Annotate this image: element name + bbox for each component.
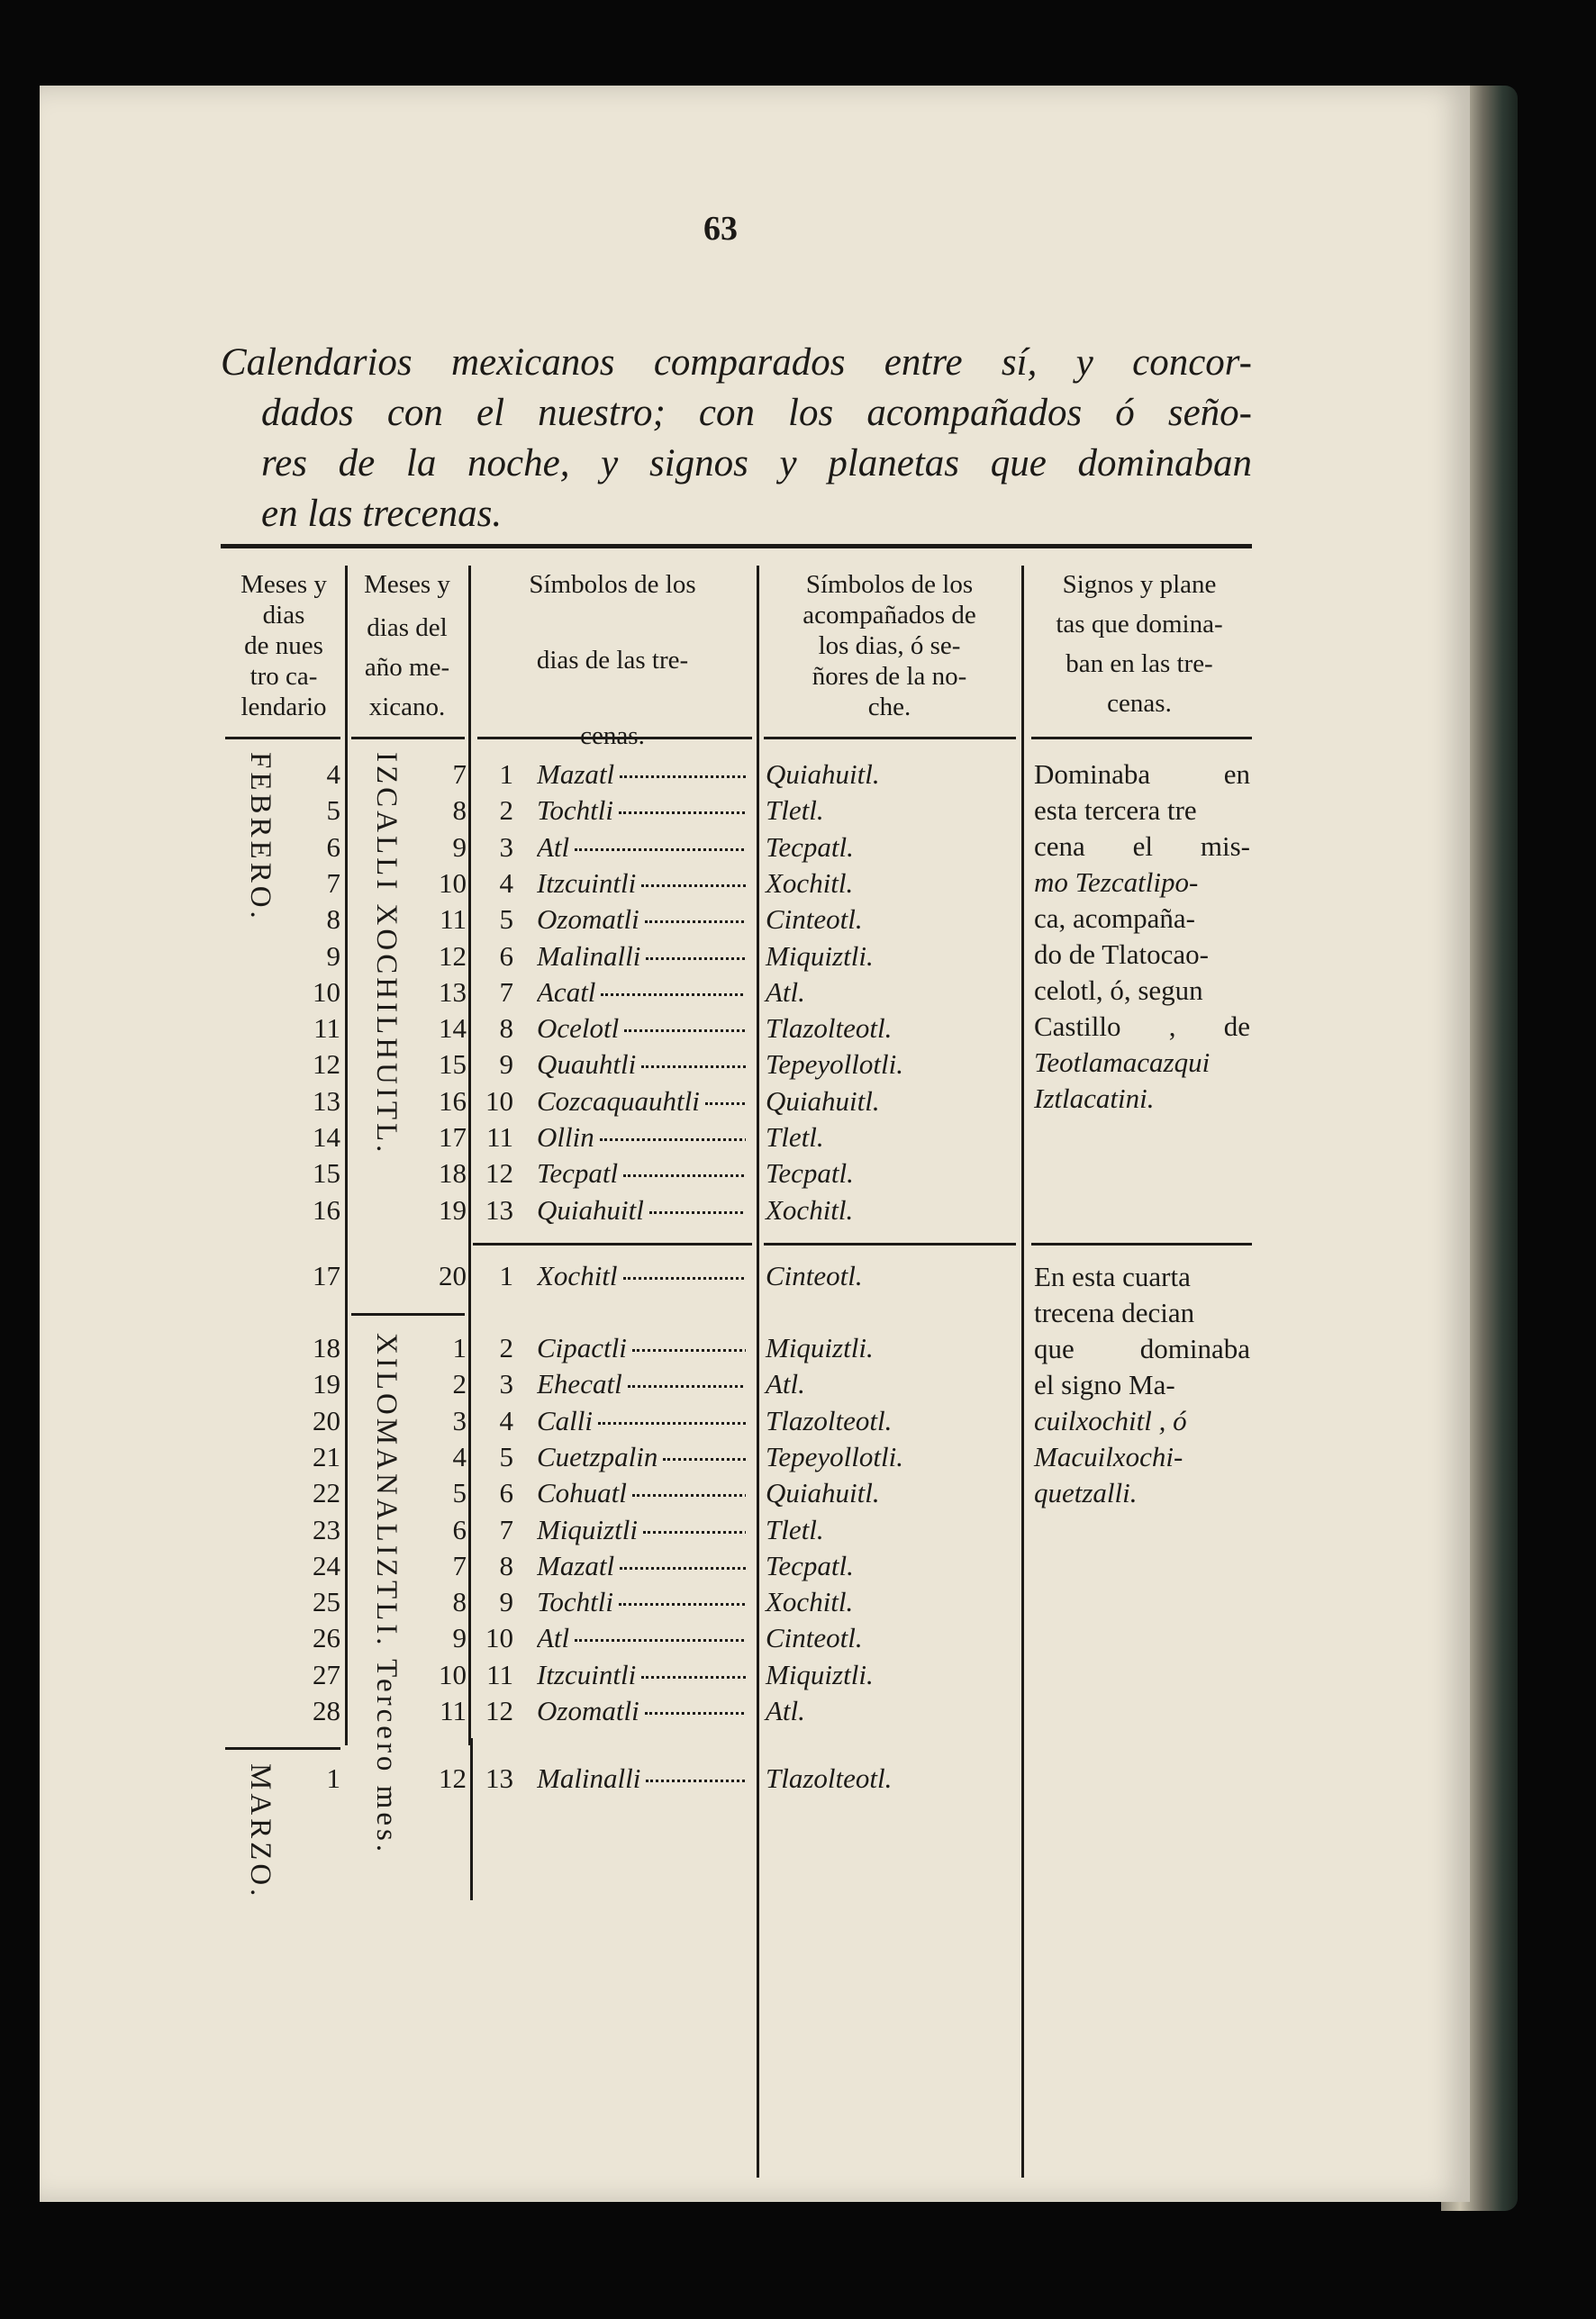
mexican-day: 10 (439, 866, 467, 899)
our-day: 21 (313, 1440, 340, 1472)
companion: Quiahuitl. (766, 758, 880, 790)
trecena-number: 9 (499, 1048, 513, 1081)
day-symbol: Malinalli (537, 1761, 746, 1797)
trecena-number: 11 (486, 1121, 513, 1153)
companion: Tletl. (766, 1121, 824, 1153)
column-rule (1021, 566, 1024, 2178)
companion: Tletl. (766, 1513, 824, 1545)
mexican-day: 17 (439, 1121, 467, 1153)
mexican-day: 13 (439, 975, 467, 1008)
title-line-3: res de la noche, y signos y planetas que dominaban (261, 442, 1252, 485)
our-day: 24 (313, 1549, 340, 1581)
note-trecena-4: En esta cuarta trecena decian que dominaba el signo Ma- cuilxochitl , ó Macuilxochi- quetzalli. (1034, 1261, 1250, 1508)
day-symbol: Calli (537, 1403, 746, 1439)
companion: Tecpatl. (766, 1549, 854, 1581)
companion: Xochitl. (766, 866, 854, 899)
trecena-number: 12 (485, 1157, 513, 1190)
month-marzo: MARZO. (244, 1763, 277, 1900)
our-day: 22 (313, 1477, 340, 1509)
our-day: 27 (313, 1658, 340, 1690)
note-trecena-3: Dominaba en esta tercera tre cena el mis- mo Tezcatlipo- ca, acompaña- do de Tlatocao- celotl, ó, segun Castillo , de Teotlamacazqui Iztlacatini. (1034, 758, 1250, 1114)
mexican-day: 12 (439, 939, 467, 972)
trecena-number: 12 (485, 1695, 513, 1726)
mexican-day: 14 (439, 1012, 467, 1045)
mexican-month-xilomanaliztli: XILOMANALIZTLI. Tercero mes. (370, 1333, 403, 1856)
our-day: 19 (313, 1368, 340, 1400)
day-symbol: Cozcaquauhtli (537, 1083, 746, 1119)
companion: Tlazolteotl. (766, 1762, 893, 1794)
our-day: 8 (326, 903, 340, 936)
our-day: 17 (313, 1260, 340, 1291)
companion: Cinteotl. (766, 1622, 863, 1654)
companion: Xochitl. (766, 1586, 854, 1618)
trecena-number: 4 (499, 1404, 513, 1436)
mexican-day: 8 (452, 1586, 467, 1618)
our-day: 14 (313, 1121, 340, 1153)
block-rule (473, 1243, 752, 1246)
trecena-number: 6 (499, 939, 513, 972)
mexican-day: 1 (452, 1332, 467, 1363)
trecena-number: 10 (485, 1622, 513, 1654)
mexican-day: 19 (439, 1193, 467, 1226)
mexican-month-izcalli: IZCALLI XOCHILHUITL. (370, 752, 403, 1156)
block-rule (764, 1243, 1016, 1246)
trecena-number: 2 (499, 1332, 513, 1363)
our-day: 6 (326, 830, 340, 863)
trecena-number: 7 (499, 1513, 513, 1545)
our-day: 11 (313, 1012, 340, 1045)
trecena-number: 5 (499, 1440, 513, 1472)
our-day: 12 (313, 1048, 340, 1081)
companion: Tletl. (766, 794, 824, 827)
column-rule (757, 566, 759, 2178)
companion: Tepeyollotli. (766, 1440, 903, 1472)
mexican-day: 9 (452, 830, 467, 863)
header-signs-planets: Signos y plane tas que domina- ban en las tre- cenas. (1056, 570, 1223, 718)
trecena-number: 13 (485, 1193, 513, 1226)
mexican-day: 5 (452, 1477, 467, 1509)
our-day: 28 (313, 1695, 340, 1726)
trecena-number: 1 (499, 758, 513, 790)
mexican-day: 18 (439, 1157, 467, 1190)
day-symbol: Xochitl (537, 1258, 746, 1294)
day-symbol: Itzcuintli (537, 865, 746, 901)
trecena-number: 3 (499, 830, 513, 863)
mexican-day: 11 (440, 903, 467, 936)
day-symbol: Tecpatl (537, 1155, 746, 1191)
companion: Quiahuitl. (766, 1477, 880, 1509)
companion: Atl. (766, 1695, 805, 1726)
header-our-calendar: Meses y dias de nues tro ca- lendario (240, 570, 327, 721)
our-day: 5 (326, 794, 340, 827)
trecena-number: 3 (499, 1368, 513, 1400)
column-rule (345, 566, 348, 1745)
trecena-number: 13 (485, 1762, 513, 1794)
month-febrero: FEBRERO. (244, 752, 277, 922)
our-day: 25 (313, 1586, 340, 1618)
day-symbol: Quiahuitl (537, 1192, 746, 1228)
top-rule (221, 544, 1252, 548)
our-day: 15 (313, 1157, 340, 1190)
header-mexican-year: Meses y dias del año me- xicano. (364, 570, 450, 721)
mexican-day: 7 (452, 758, 467, 790)
mexican-day: 12 (439, 1762, 467, 1794)
companion: Tlazolteotl. (766, 1404, 893, 1436)
companion: Tlazolteotl. (766, 1012, 893, 1045)
mexican-day: 16 (439, 1084, 467, 1117)
mexican-day: 11 (440, 1695, 467, 1726)
day-symbol: Ozomatli (537, 1693, 746, 1729)
day-symbol: Ocelotl (537, 1010, 746, 1046)
trecena-number: 8 (499, 1549, 513, 1581)
our-day: 1 (326, 1762, 340, 1794)
companion: Atl. (766, 1368, 805, 1400)
our-day: 23 (313, 1513, 340, 1545)
our-day: 7 (326, 866, 340, 899)
companion: Miquiztli. (766, 939, 874, 972)
companion: Atl. (766, 975, 805, 1008)
day-symbol: Ehecatl (537, 1366, 746, 1402)
day-symbol: Mazatl (537, 756, 746, 793)
day-symbol: Cuetzpalin (537, 1439, 746, 1475)
header-companions: Símbolos de los acompañados de los dias, ó se- ñores de la no- che. (803, 570, 976, 721)
month-rule (351, 1313, 465, 1316)
our-day: 20 (313, 1404, 340, 1436)
mexican-day: 6 (452, 1513, 467, 1545)
day-symbol: Ollin (537, 1119, 746, 1155)
header-rule (1031, 737, 1252, 739)
companion: Miquiztli. (766, 1658, 874, 1690)
mexican-day: 4 (452, 1440, 467, 1472)
companion: Xochitl. (766, 1193, 854, 1226)
day-symbol: Mazatl (537, 1548, 746, 1584)
title-line-2: dados con el nuestro; con los acompañados ó seño- (261, 392, 1252, 434)
mexican-day: 10 (439, 1658, 467, 1690)
day-symbol: Malinalli (537, 938, 746, 974)
companion: Cinteotl. (766, 1260, 863, 1291)
mexican-day: 15 (439, 1048, 467, 1081)
trecena-number: 11 (486, 1658, 513, 1690)
header-day-symbols: Símbolos de los dias de las tre- cenas. (529, 570, 696, 750)
trecena-number: 1 (499, 1260, 513, 1291)
day-symbol: Cohuatl (537, 1475, 746, 1511)
trecena-number: 10 (485, 1084, 513, 1117)
companion: Miquiztli. (766, 1332, 874, 1363)
trecena-number: 4 (499, 866, 513, 899)
mexican-day: 2 (452, 1368, 467, 1400)
month-rule (225, 1747, 340, 1750)
header-rule (351, 737, 465, 739)
day-symbol: Atl (537, 1620, 746, 1656)
our-day: 10 (313, 975, 340, 1008)
our-day: 9 (326, 939, 340, 972)
block-rule (1031, 1243, 1252, 1246)
our-day: 26 (313, 1622, 340, 1654)
trecena-number: 8 (499, 1012, 513, 1045)
day-symbol: Atl (537, 829, 746, 865)
title-line-1: Calendarios mexicanos comparados entre sí, y concor- (221, 341, 1252, 384)
trecena-number: 9 (499, 1586, 513, 1618)
our-day: 4 (326, 758, 340, 790)
companion: Tecpatl. (766, 1157, 854, 1190)
mexican-day: 7 (452, 1549, 467, 1581)
day-symbol: Tochtli (537, 793, 746, 829)
trecena-number: 6 (499, 1477, 513, 1509)
our-day: 18 (313, 1332, 340, 1363)
mexican-day: 8 (452, 794, 467, 827)
companion: Quiahuitl. (766, 1084, 880, 1117)
trecena-number: 2 (499, 794, 513, 827)
header-rule (225, 737, 340, 739)
day-symbol: Itzcuintli (537, 1657, 746, 1693)
trecena-number: 7 (499, 975, 513, 1008)
mexican-day: 9 (452, 1622, 467, 1654)
header-rule (764, 737, 1016, 739)
mexican-day: 20 (439, 1260, 467, 1291)
day-symbol: Acatl (537, 974, 746, 1010)
day-symbol: Tochtli (537, 1584, 746, 1620)
day-symbol: Miquiztli (537, 1512, 746, 1548)
companion: Tecpatl. (766, 830, 854, 863)
header-rule (477, 737, 752, 739)
companion: Tepeyollotli. (766, 1048, 903, 1081)
title-line-4: en las trecenas. (261, 493, 503, 535)
trecena-number: 5 (499, 903, 513, 936)
companion: Cinteotl. (766, 903, 863, 936)
day-symbol: Cipactli (537, 1330, 746, 1366)
our-day: 13 (313, 1084, 340, 1117)
page-number: 63 (703, 210, 738, 248)
mexican-day: 3 (452, 1404, 467, 1436)
day-symbol: Ozomatli (537, 901, 746, 938)
day-symbol: Quauhtli (537, 1046, 746, 1083)
our-day: 16 (313, 1193, 340, 1226)
